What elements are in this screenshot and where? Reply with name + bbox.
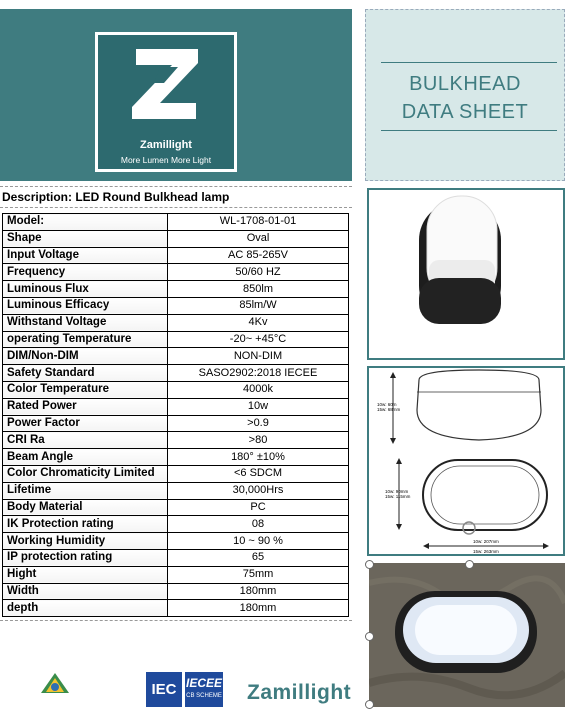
- svg-text:15w: 263mm: 15w: 263mm: [473, 549, 499, 554]
- spec-row: [3, 432, 349, 449]
- spec-value: <6 SDCM: [168, 465, 349, 482]
- dimension-drawing: [369, 368, 563, 554]
- spec-value: NON-DIM: [168, 348, 349, 365]
- iec-logo: IEC: [146, 672, 182, 707]
- spec-value: 08: [168, 516, 349, 533]
- spec-row: [3, 365, 349, 382]
- spec-value: -20~ +45°C: [168, 331, 349, 348]
- title-rule-top: [381, 62, 557, 63]
- spec-row: [3, 264, 349, 281]
- divider: [0, 207, 352, 208]
- spec-row: [3, 516, 349, 533]
- spec-value: 50/60 HZ: [168, 264, 349, 281]
- spec-row: [3, 549, 349, 566]
- spec-label: Shape: [3, 230, 168, 247]
- spec-label: Input Voltage: [3, 247, 168, 264]
- title-line-2: DATA SHEET: [401, 101, 529, 123]
- spec-value: 850lm: [168, 281, 349, 298]
- title-rule-bottom: [381, 130, 557, 131]
- spec-value: 85lm/W: [168, 297, 349, 314]
- divider: [0, 186, 352, 187]
- spec-value: >80: [168, 432, 349, 449]
- spec-row: [3, 297, 349, 314]
- spec-value: 30,000Hrs: [168, 482, 349, 499]
- svg-text:10w: 207mm: 10w: 207mm: [473, 539, 499, 544]
- spec-value: 4Kv: [168, 314, 349, 331]
- spec-label: Luminous Efficacy: [3, 297, 168, 314]
- spec-value: 65: [168, 549, 349, 566]
- spec-row: [3, 533, 349, 550]
- spec-row: [3, 583, 349, 600]
- resize-handle[interactable]: [365, 560, 374, 569]
- spec-row: [3, 214, 349, 231]
- spec-label: operating Temperature: [3, 331, 168, 348]
- wall-photo: [369, 563, 565, 707]
- spec-label: Withstand Voltage: [3, 314, 168, 331]
- iecee-cb-scheme: CB SCHEME: [186, 693, 222, 699]
- resize-handle[interactable]: [365, 700, 374, 709]
- spec-label: Body Material: [3, 499, 168, 516]
- spec-label: Working Humidity: [3, 533, 168, 550]
- spec-row: [3, 465, 349, 482]
- divider: [0, 620, 352, 621]
- spec-table: [2, 213, 349, 617]
- spec-row: [3, 398, 349, 415]
- company-logo: [95, 32, 237, 172]
- page-title: [366, 70, 564, 126]
- spec-label: Lifetime: [3, 482, 168, 499]
- product-image-frame: [367, 188, 565, 360]
- spec-value: WL-1708-01-01: [168, 214, 349, 231]
- title-panel: [365, 9, 565, 181]
- spec-row: [3, 314, 349, 331]
- spec-value: 180mm: [168, 600, 349, 617]
- spec-label: Width: [3, 583, 168, 600]
- spec-label: Power Factor: [3, 415, 168, 432]
- spec-label: Model:: [3, 214, 168, 231]
- product-description: Description: LED Round Bulkhead lamp: [2, 190, 230, 204]
- logo-tagline: More Lumen More Light: [120, 155, 212, 165]
- spec-row: [3, 415, 349, 432]
- spec-label: IK Protection rating: [3, 516, 168, 533]
- spec-row: [3, 449, 349, 466]
- dimension-drawing-frame: [367, 366, 565, 556]
- spec-label: Beam Angle: [3, 449, 168, 466]
- spec-label: Safety Standard: [3, 365, 168, 382]
- iecee-logo: IECEE: [185, 672, 223, 707]
- saso-caption: [6, 696, 106, 701]
- spec-value: 10 ~ 90 %: [168, 533, 349, 550]
- spec-row: [3, 331, 349, 348]
- svg-text:10w: 90mm: 10w: 90mm: [385, 489, 409, 494]
- spec-label: depth: [3, 600, 168, 617]
- spec-row: [3, 381, 349, 398]
- z-logo-icon: [98, 37, 234, 137]
- spec-row: [3, 247, 349, 264]
- spec-value: 180° ±10%: [168, 449, 349, 466]
- saso-logo: [40, 672, 70, 699]
- saso-logo-icon: [40, 672, 70, 694]
- svg-text:10w: 60m: 10w: 60m: [377, 402, 397, 407]
- spec-row: [3, 499, 349, 516]
- spec-label: Color Temperature: [3, 381, 168, 398]
- spec-row: [3, 566, 349, 583]
- spec-label: Rated Power: [3, 398, 168, 415]
- resize-handle[interactable]: [465, 560, 474, 569]
- spec-value: AC 85-265V: [168, 247, 349, 264]
- spec-value: 10w: [168, 398, 349, 415]
- spec-label: IP protection rating: [3, 549, 168, 566]
- lamp-product-image: [369, 190, 563, 358]
- spec-label: DIM/Non-DIM: [3, 348, 168, 365]
- spec-row: [3, 230, 349, 247]
- resize-handle[interactable]: [365, 632, 374, 641]
- spec-label: Frequency: [3, 264, 168, 281]
- spec-label: Luminous Flux: [3, 281, 168, 298]
- spec-label: Hight: [3, 566, 168, 583]
- spec-value: 75mm: [168, 566, 349, 583]
- spec-value: SASO2902:2018 IECEE: [168, 365, 349, 382]
- spec-row: [3, 281, 349, 298]
- spec-value: 180mm: [168, 583, 349, 600]
- logo-panel: [0, 9, 352, 181]
- spec-value: Oval: [168, 230, 349, 247]
- spec-value: PC: [168, 499, 349, 516]
- title-line-1: BULKHEAD: [409, 73, 521, 95]
- svg-text:15w: 68mm: 15w: 68mm: [377, 407, 401, 412]
- installed-lamp-photo: [369, 563, 565, 707]
- spec-label: CRI Ra: [3, 432, 168, 449]
- svg-text:15w: 115mm: 15w: 115mm: [385, 494, 411, 499]
- spec-row: [3, 348, 349, 365]
- logo-brand-name: Zamillight: [140, 139, 192, 151]
- spec-row: [3, 482, 349, 499]
- footer-brand-logo: Zamillight: [247, 681, 352, 704]
- spec-label: Color Chromaticity Limited: [3, 465, 168, 482]
- spec-value: 4000k: [168, 381, 349, 398]
- spec-value: >0.9: [168, 415, 349, 432]
- spec-row: [3, 600, 349, 617]
